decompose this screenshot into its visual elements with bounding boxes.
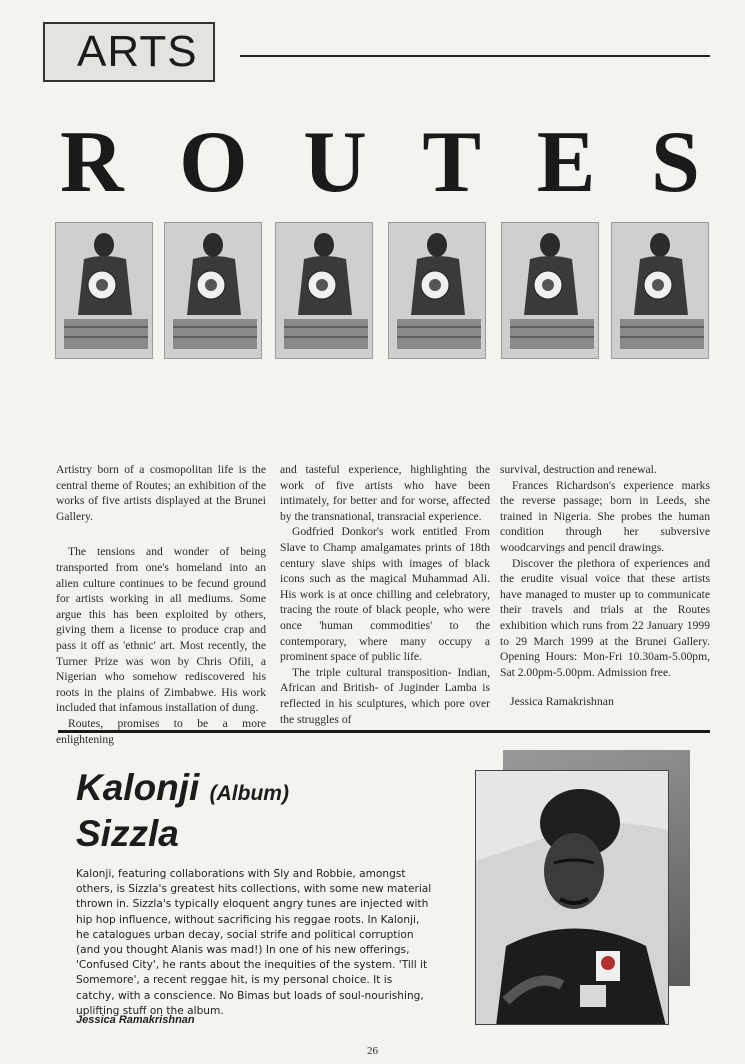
- article-paragraph: and tasteful experience, highlighting the work of five artists who have been intimately, for better and for worse, affected by the transnational, transracial experience.: [280, 463, 490, 523]
- album-heading: [76, 768, 446, 854]
- section-divider: [58, 730, 710, 733]
- article-paragraph: Godfried Donkor's work entitled From Slave to Champ amalgamates prints of 18th century slave ships with images of black icons such as the magical Muhammad Ali. His work is at once chilling and celebratory, tracing the route of black people, who were once 'human commodities' to the contemporary, where many occupy a prominent space of public life.: [280, 525, 490, 664]
- album-review: Kalonji, featuring collaborations with Sly and Robbie, amongst others, is Sizzla's greatest hits collections, with some new material thrown in. Sizzla's typically eloquent angry tunes are injected with hip hop influence, without sacrificing his reggae roots. In Kalonji, he catalogues urban decay, social strife and political corruption (and you thought Alanis was mad!) In one of his new offerings, 'Confused City', he rants about the inequities of the system. 'Till it Somemore', a recent reggae hit, is my personal choice. It is catchy, with a conscience. No Bimas but loads of soul-nourishing, uplifting stuff on the album.: [76, 868, 432, 1017]
- album-subtitle: (Album): [209, 782, 289, 805]
- article-column-2: [280, 462, 490, 727]
- article-paragraph: Routes, promises to be a more enlightening: [56, 716, 266, 746]
- article-column-3: [500, 462, 710, 710]
- headline-letter: T: [422, 113, 482, 211]
- artwork-photo: [275, 222, 373, 359]
- header-rule: [240, 55, 710, 57]
- article-column-1: [56, 462, 266, 747]
- headline-letter: O: [179, 113, 248, 211]
- page-number: 26: [367, 1045, 378, 1057]
- headline-letter: R: [60, 113, 124, 211]
- artwork-photo: [388, 222, 486, 359]
- article-byline: Jessica Ramakrishnan: [510, 694, 614, 709]
- article-paragraph: Frances Richardson's experience marks the reverse passage; born in Leeds, she trained in Nigeria. She probes the human condition through her subversive woodcarvings and pencil drawings.: [500, 478, 710, 554]
- artwork-photo: [611, 222, 709, 359]
- artwork-photo: [55, 222, 153, 359]
- headline: [60, 113, 700, 211]
- article-lead: Artistry born of a cosmopolitan life is the central theme of Routes; an exhibition of the works of five artists displayed at the Brunei Gallery.: [56, 463, 266, 523]
- headline-letter: S: [651, 113, 700, 211]
- headline-letter: E: [536, 113, 596, 211]
- artwork-photo-strip: [55, 222, 710, 360]
- article-paragraph: Discover the plethora of experiences and the erudite visual voice that these artists have managed to muster up to communicate their travels and trials at the Routes exhibition which runs from 22 January 1999 to 29 March 1999 at the Brunei Gallery. Opening Hours: Mon-Fri 10.30am-5.00pm, Sat 2.00pm-5.00pm. Admission free.: [500, 556, 710, 679]
- article-paragraph: survival, destruction and renewal.: [500, 463, 657, 476]
- album-title: Kalonji: [76, 767, 200, 808]
- artist-portrait: [475, 770, 669, 1025]
- section-tag: ARTS: [43, 22, 215, 82]
- artwork-photo: [501, 222, 599, 359]
- artwork-photo: [164, 222, 262, 359]
- headline-letter: U: [303, 113, 367, 211]
- album-artist: Sizzla: [76, 813, 179, 854]
- article-paragraph: The tensions and wonder of being transported from one's homeland into an alien culture continues to be fecund ground for artists working in all mediums. Some argue this has been exploited by others, giving them a license to produce crap and pass it off as 'ethnic' art. Most recently, the Turner Prize was won by Chris Ofili, a Nigerian who somehow rediscovered his roots in the plains of Zimbabwe. His work included that infamous installation of dung.: [56, 545, 266, 715]
- article-paragraph: The triple cultural transposition- Indian, African and British- of Juginder Lamba is reflected in his sculptures, which pore over the struggles of: [280, 665, 490, 726]
- review-byline: Jessica Ramakrishnan: [76, 1014, 195, 1026]
